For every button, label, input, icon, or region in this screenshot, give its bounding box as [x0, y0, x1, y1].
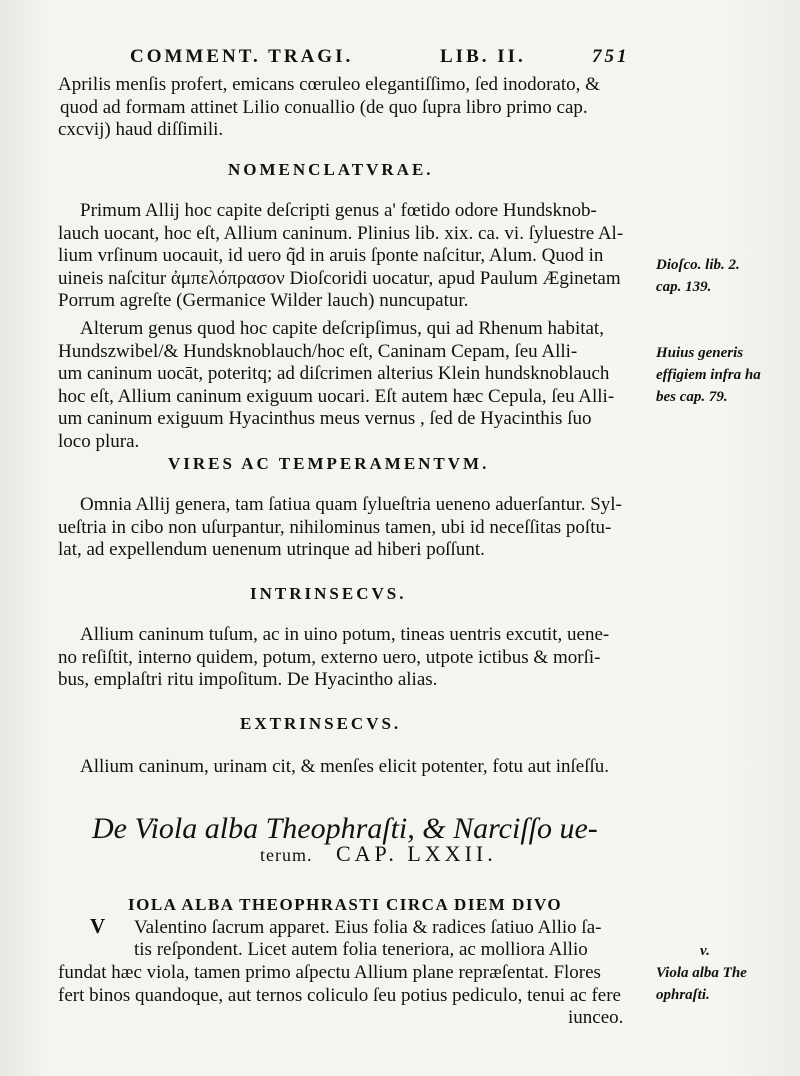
margin-line: Viola alba The [656, 965, 747, 981]
text-line: cxcvij) haud diſſimili. [58, 119, 224, 140]
text-line: Porrum agreſte (Germanice Wilder lauch) nuncupatur. [58, 290, 469, 311]
text-line: Allium caninum tuſum, ac in uino potum, tineas uentris excutit, uene- [80, 624, 610, 645]
margin-mark-v: v. [700, 943, 710, 959]
paragraph-intrinsecus [58, 624, 654, 692]
text-line: bus, emplaſtri ritu impoſitum. De Hyacintho alias. [58, 669, 438, 690]
margin-line: Dioſco. lib. 2. [656, 257, 740, 273]
margin-note-dioscorides [656, 254, 796, 298]
chapter-title-continued [260, 842, 497, 867]
text-line: hoc eſt, Allium caninum exiguum uocari. Eſt autem hæc Cepula, ſeu Alli- [58, 385, 615, 407]
margin-line: Huius generis [656, 345, 744, 361]
margin-line: ophraſti. [656, 987, 710, 1003]
text-line: lat, ad expellendum uenenum utrinque ad hiberi poſſunt. [58, 539, 485, 560]
margin-line: effigiem infra ha [656, 367, 761, 383]
chapter-text-top [128, 894, 654, 962]
heading-vires: VIRES AC TEMPERAMENTVM. [168, 454, 490, 473]
text-line: IOLA ALBA THEOPHRASTI CIRCA DIEM DIVO [128, 895, 563, 914]
chapter-title-end: terum. [260, 845, 313, 865]
chapter-number: CAP. LXXII. [336, 841, 497, 866]
text-line: fert binos quandoque, aut ternos coliculo ſeu potius pediculo, tenui ac fere [58, 984, 621, 1006]
text-line: tis reſpondent. Licet autem folia teneriora, ac molliora Allio [134, 939, 588, 960]
chapter-title: De Viola alba Theophraſti, & Narciſſo ue- [92, 812, 598, 845]
running-head-title: COMMENT. TRAGI. [130, 46, 354, 67]
text-line: Hundszwibel/& Hundsknoblauch/hoc eſt, Caninam Cepam, ſeu Alli- [58, 340, 578, 362]
text-line: ueſtria in cibo non uſurpantur, nihilominus tamen, ubi id neceſſitas poſtu- [58, 516, 612, 538]
text-line: fundat hæc viola, tamen primo aſpectu Allium plane repræſentat. Flores [58, 962, 601, 983]
heading-extrinsecus: EXTRINSECVS. [240, 714, 402, 733]
text-line: Aprilis menſis profert, emicans cœruleo elegantiſſimo, ſed inodorato, & [58, 74, 600, 95]
paragraph-extrinsecus [58, 756, 654, 779]
margin-note-huius [656, 342, 796, 408]
text-line: uineis naſcitur ἀμπελόπρασον Dioſcoridi uocatur, apud Paulum Æginetam [58, 267, 621, 289]
margin-line: bes cap. 79. [656, 389, 728, 405]
paragraph-nomenclature [58, 200, 654, 313]
text-line: Omnia Allij genera, tam ſatiua quam ſylueſtria ueneno aduerſantur. Syl- [80, 494, 622, 515]
text-line: Allium caninum, urinam cit, & menſes elicit potenter, fotu aut inſeſſu. [80, 756, 610, 777]
chapter-text-bottom [58, 962, 654, 1030]
initial-letter: V [90, 914, 106, 938]
paragraph-intro [58, 74, 654, 142]
text-line: lium vrſinum uocauit, id uero q̃d in aruis ſponte naſcitur, Alum. Quod in [58, 245, 604, 266]
running-head-book: LIB. II. [440, 46, 526, 67]
paragraph-second-genus [58, 318, 654, 453]
page-number: 751 [592, 46, 630, 67]
paragraph-vires [58, 494, 654, 562]
text-line: loco plura. [58, 430, 140, 452]
text-line: lauch uocant, hoc eſt, Allium caninum. Plinius lib. xix. ca. vi. ſyluestre Al- [58, 222, 624, 244]
text-line: quod ad formam attinet Lilio conuallio (de quo ſupra libro primo cap. [60, 96, 588, 118]
heading-nomenclaturae: NOMENCLATVRAE. [228, 160, 434, 179]
text-line: um caninum uocāt, poteritq; ad diſcrimen alterius Klein hundsknoblauch [58, 363, 610, 384]
heading-intrinsecus: INTRINSECVS. [250, 584, 407, 603]
text-line: no reſiſtit, interno quidem, potum, externo uero, utpote ictibus & morſi- [58, 646, 601, 668]
text-line: iunceo. [568, 1007, 624, 1028]
margin-note-viola [656, 962, 796, 1006]
text-line: Alterum genus quod hoc capite deſcripſimus, qui ad Rhenum habitat, [80, 318, 604, 339]
text-line: Valentino ſacrum apparet. Eius folia & radices ſatiuo Allio ſa- [134, 916, 602, 938]
margin-line: cap. 139. [656, 279, 712, 295]
text-line: um caninum exiguum Hyacinthus meus vernus , ſed de Hyacinthis ſuo [58, 408, 592, 429]
text-line: Primum Allij hoc capite deſcripti genus a' fœtido odore Hundsknob- [80, 200, 597, 221]
